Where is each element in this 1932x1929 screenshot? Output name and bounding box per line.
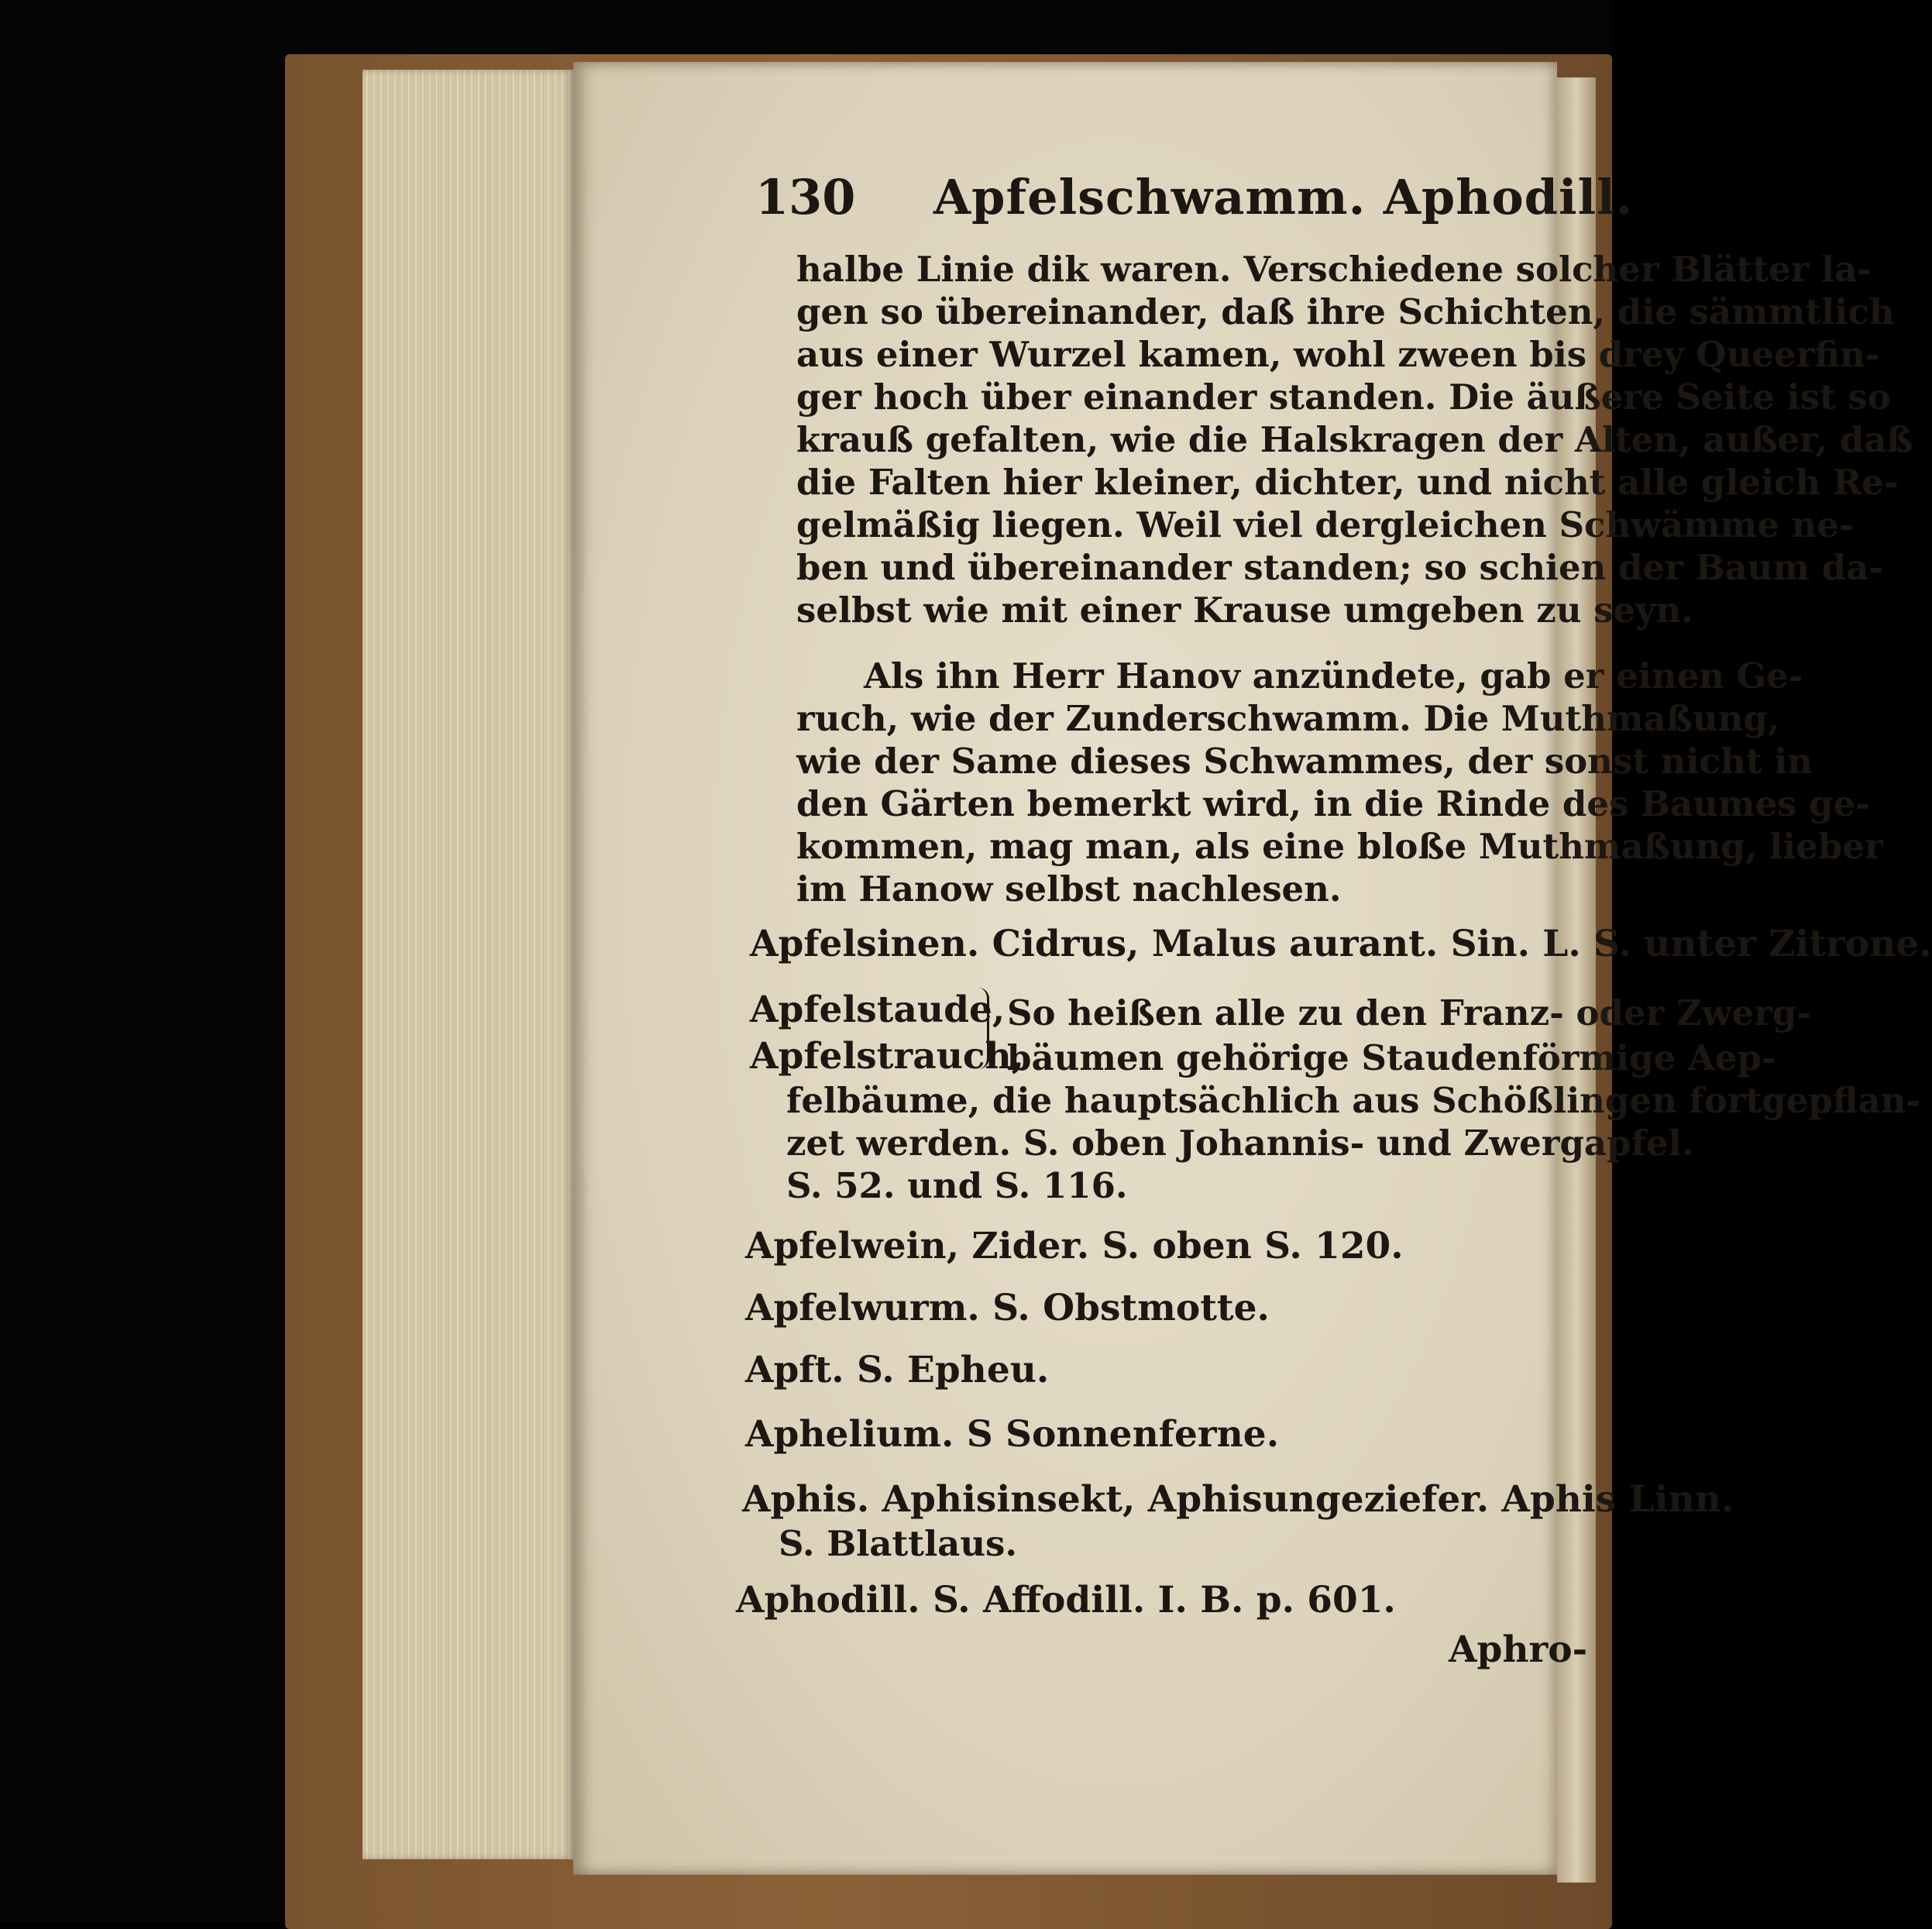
- entry-aphodill: Aphodill. S. Affodill. I. B. p. 601.: [736, 1579, 1396, 1621]
- paragraph1-line: die Falten hier kleiner, dichter, und nicht alle gleich Re-: [796, 462, 1899, 503]
- running-title: Apfelschwamm. Aphodill.: [933, 169, 1634, 225]
- entry-aphis-continued: S. Blattlaus.: [779, 1523, 1018, 1564]
- paragraph1-line: ger hoch über einander standen. Die äußere Seite ist so: [796, 377, 1891, 418]
- entry-aphis: Aphis. Aphisinsekt, Aphisungeziefer. Aphis Linn.: [742, 1478, 1734, 1521]
- entry-apfelwurm: Apfelwurm. S. Obstmotte.: [745, 1287, 1270, 1329]
- entry-apfelstaude-text: bäumen gehörige Staudenförmige Aep-: [1007, 1037, 1776, 1078]
- paragraph1-line: krauß gefalten, wie die Halskragen der Alten, außer, daß: [796, 419, 1913, 460]
- entry-apfelstaude-head: Apfelstaude,: [750, 989, 1006, 1031]
- paragraph2-line: ruch, wie der Zunderschwamm. Die Muthmaßung,: [796, 698, 1780, 739]
- paragraph2-line: wie der Same dieses Schwammes, der sonst nicht in: [796, 741, 1813, 782]
- paragraph2-line: den Gärten bemerkt wird, in die Rinde des Baumes ge-: [796, 783, 1870, 824]
- entry-apfelstrauch-head: Apfelstrauch,: [750, 1035, 1025, 1078]
- entry-apfelstaude-text: felbäume, die hauptsächlich aus Schößlingen fortgepflan-: [786, 1080, 1921, 1121]
- paragraph1-line: ben und übereinander standen; so schien der Baum da-: [796, 547, 1883, 588]
- paragraph1-line: halbe Linie dik waren. Verschiedene solcher Blätter la-: [796, 249, 1872, 290]
- entry-apft: Apft. S. Epheu.: [745, 1349, 1050, 1391]
- paragraph1-line: aus einer Wurzel kamen, wohl zween bis drey Queerfin-: [796, 334, 1880, 375]
- paragraph1-line: gelmäßig liegen. Weil viel dergleichen Schwämme ne-: [796, 504, 1854, 545]
- entry-apfelsinen: Apfelsinen. Cidrus, Malus aurant. Sin. L. S. unter Zitrone.: [750, 923, 1932, 965]
- entry-aphelium: Aphelium. S Sonnenferne.: [745, 1413, 1280, 1456]
- paragraph1-line: selbst wie mit einer Krause umgeben zu seyn.: [796, 590, 1693, 631]
- paragraph2-line: Als ihn Herr Hanov anzündete, gab er einen Ge-: [864, 655, 1803, 696]
- catchword: Aphro-: [1449, 1628, 1588, 1671]
- entry-apfelstaude-text: zet werden. S. oben Johannis- und Zwergapfel.: [786, 1123, 1694, 1164]
- entry-apfelstaude-text: So heißen alle zu den Franz- oder Zwerg-: [1007, 992, 1812, 1033]
- paragraph2-line: kommen, mag man, als eine bloße Muthmaßung, lieber: [796, 826, 1883, 867]
- page-edges: [363, 70, 573, 1859]
- entry-apfelstaude-text: S. 52. und S. 116.: [786, 1165, 1128, 1206]
- brace-bracket: [970, 988, 989, 1069]
- paragraph2-line: im Hanow selbst nachlesen.: [796, 868, 1342, 909]
- paragraph1-line: gen so übereinander, daß ihre Schichten, die sämmtlich: [796, 291, 1895, 332]
- page-number: 130: [755, 169, 856, 225]
- entry-apfelwein: Apfelwein, Zider. S. oben S. 120.: [745, 1225, 1404, 1267]
